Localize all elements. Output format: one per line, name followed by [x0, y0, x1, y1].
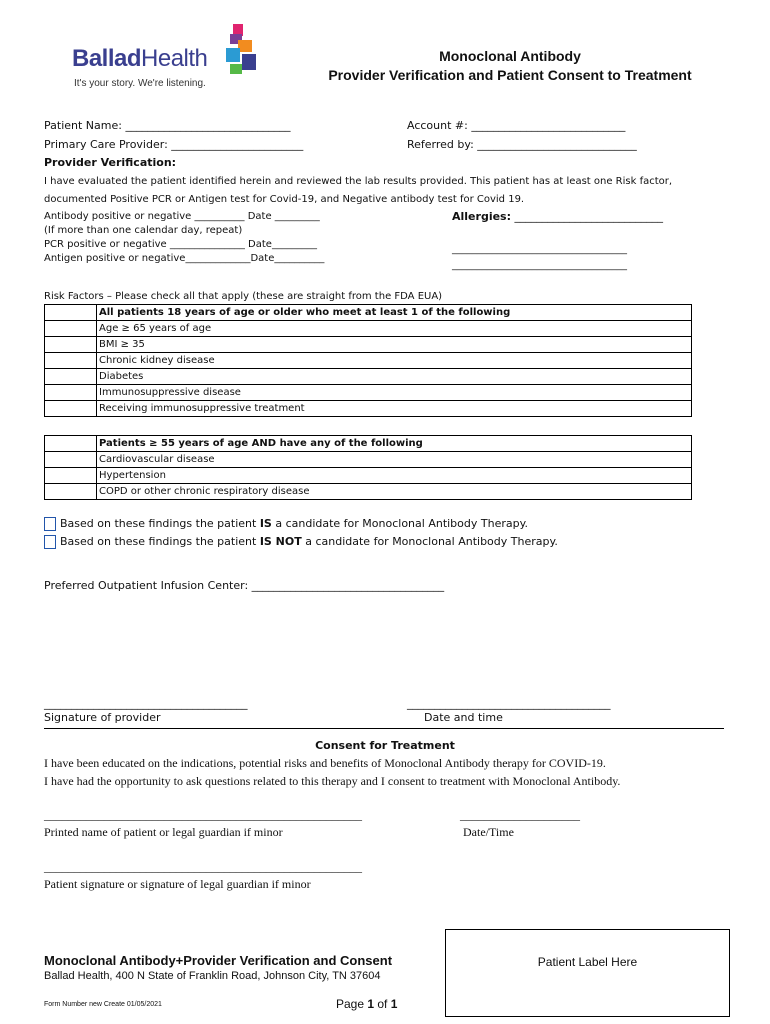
risk-checkbox[interactable]: [45, 353, 97, 369]
repeat-note: (If more than one calendar day, repeat): [44, 225, 243, 236]
risk-item: Hypertension: [97, 468, 692, 484]
risk-item: Age ≥ 65 years of age: [97, 321, 692, 337]
risk-checkbox[interactable]: [45, 305, 97, 321]
patient-signature-label: Patient signature or signature of legal guardian if minor: [44, 877, 311, 891]
pcp-field[interactable]: Primary Care Provider: ________________________: [44, 138, 304, 151]
footer-title: Monoclonal Antibody+Provider Verification and Consent: [44, 953, 393, 968]
risk-item: Receiving immunosuppressive treatment: [97, 401, 692, 417]
logo-wordmark: BalladHealth: [72, 45, 208, 72]
footer-address: Ballad Health, 400 N State of Franklin Road, Johnson City, TN 37604: [44, 970, 381, 982]
allergies-line-2[interactable]: ___________________________________: [452, 244, 627, 255]
risk-item: COPD or other chronic respiratory disease: [97, 484, 692, 500]
risk-item: BMI ≥ 35: [97, 337, 692, 353]
risk-group1-header: All patients 18 years of age or older who meet at least 1 of the following: [97, 305, 692, 321]
antibody-field[interactable]: Antibody positive or negative __________ Date _________: [44, 211, 320, 222]
risk-checkbox[interactable]: [45, 401, 97, 417]
patient-signature-line[interactable]: _____________________________________________________: [44, 860, 362, 874]
candidate-not-option[interactable]: Based on these findings the patient IS NOT a candidate for Monoclonal Antibody Therapy.: [44, 534, 558, 550]
risk-group2-header: Patients ≥ 55 years of age AND have any of the following: [97, 436, 692, 452]
logo-block-green: [230, 64, 242, 74]
risk-checkbox[interactable]: [45, 436, 97, 452]
logo-tagline: It's your story. We're listening.: [74, 78, 206, 89]
risk-checkbox[interactable]: [45, 484, 97, 500]
risk-factors-intro: Risk Factors – Please check all that apply (these are straight from the FDA EUA): [44, 291, 443, 302]
intro-text: I have evaluated the patient identified herein and reviewed the lab results provided. This patient has at least one Risk factor, documented Positive PCR or Antigen test for Covid-19, and Negative antibody test for Covid 19.: [44, 176, 673, 205]
printed-name-label: Printed name of patient or legal guardian if minor: [44, 825, 283, 839]
risk-checkbox[interactable]: [45, 369, 97, 385]
consent-text: I have been educated on the indications, potential risks and benefits of Monoclonal Antibody therapy for COVID-19. I have had the opportunity to ask questions related to this therapy and I consent to treatment with Monoclonal Antibody.: [44, 756, 621, 788]
patient-name-field[interactable]: Patient Name: ______________________________: [44, 119, 291, 132]
risk-item: Chronic kidney disease: [97, 353, 692, 369]
allergies-line-3[interactable]: ___________________________________: [452, 260, 627, 271]
risk-table-group1: [44, 304, 692, 417]
patient-name-line[interactable]: _____________________________________________________: [44, 808, 362, 822]
candidate-is-checkbox[interactable]: [44, 517, 56, 531]
patient-label-text: Patient Label Here: [537, 955, 638, 969]
provider-verification-heading: Provider Verification:: [44, 156, 177, 169]
test-results: [44, 210, 324, 266]
risk-checkbox[interactable]: [45, 385, 97, 401]
document-title: Monoclonal Antibody Provider Verification and Patient Consent to Treatment: [328, 48, 692, 83]
infusion-center-field[interactable]: Preferred Outpatient Infusion Center: ___________________________________: [44, 579, 445, 592]
risk-checkbox[interactable]: [45, 337, 97, 353]
candidate-is-option[interactable]: Based on these findings the patient IS a candidate for Monoclonal Antibody Therapy.: [44, 516, 528, 532]
risk-item: Immunosuppressive disease: [97, 385, 692, 401]
logo-block-blue: [226, 48, 240, 62]
provider-date-label: Date and time: [424, 711, 503, 724]
provider-signature-label: Signature of provider: [44, 711, 161, 724]
antigen-field[interactable]: Antigen positive or negative_____________Date__________: [44, 253, 325, 264]
patient-label-box: [445, 929, 730, 1017]
risk-item: Cardiovascular disease: [97, 452, 692, 468]
consent-heading: Consent for Treatment: [315, 739, 455, 752]
referred-by-field[interactable]: Referred by: _____________________________: [407, 138, 637, 151]
pcr-field[interactable]: PCR positive or negative _______________ Date_________: [44, 239, 317, 250]
risk-item: Diabetes: [97, 369, 692, 385]
form-number: Form Number new Create 01/05/2021: [44, 1001, 162, 1008]
patient-date-line[interactable]: ____________________: [460, 808, 580, 822]
date-time-label: Date/Time: [463, 825, 514, 839]
candidate-not-checkbox[interactable]: [44, 535, 56, 549]
risk-checkbox[interactable]: [45, 468, 97, 484]
provider-signature-line[interactable]: _____________________________________: [44, 697, 248, 710]
provider-date-line[interactable]: _____________________________________: [407, 697, 611, 710]
page-number: Page 1 of 1: [336, 997, 398, 1011]
risk-checkbox[interactable]: [45, 452, 97, 468]
allergies-field[interactable]: Allergies: ___________________________: [452, 210, 663, 223]
section-divider: [44, 728, 724, 729]
logo-block-navy: [242, 54, 256, 70]
risk-table-group2: [44, 435, 692, 500]
account-field[interactable]: Account #: ____________________________: [407, 119, 626, 132]
logo-block-orange: [238, 40, 252, 52]
risk-checkbox[interactable]: [45, 321, 97, 337]
